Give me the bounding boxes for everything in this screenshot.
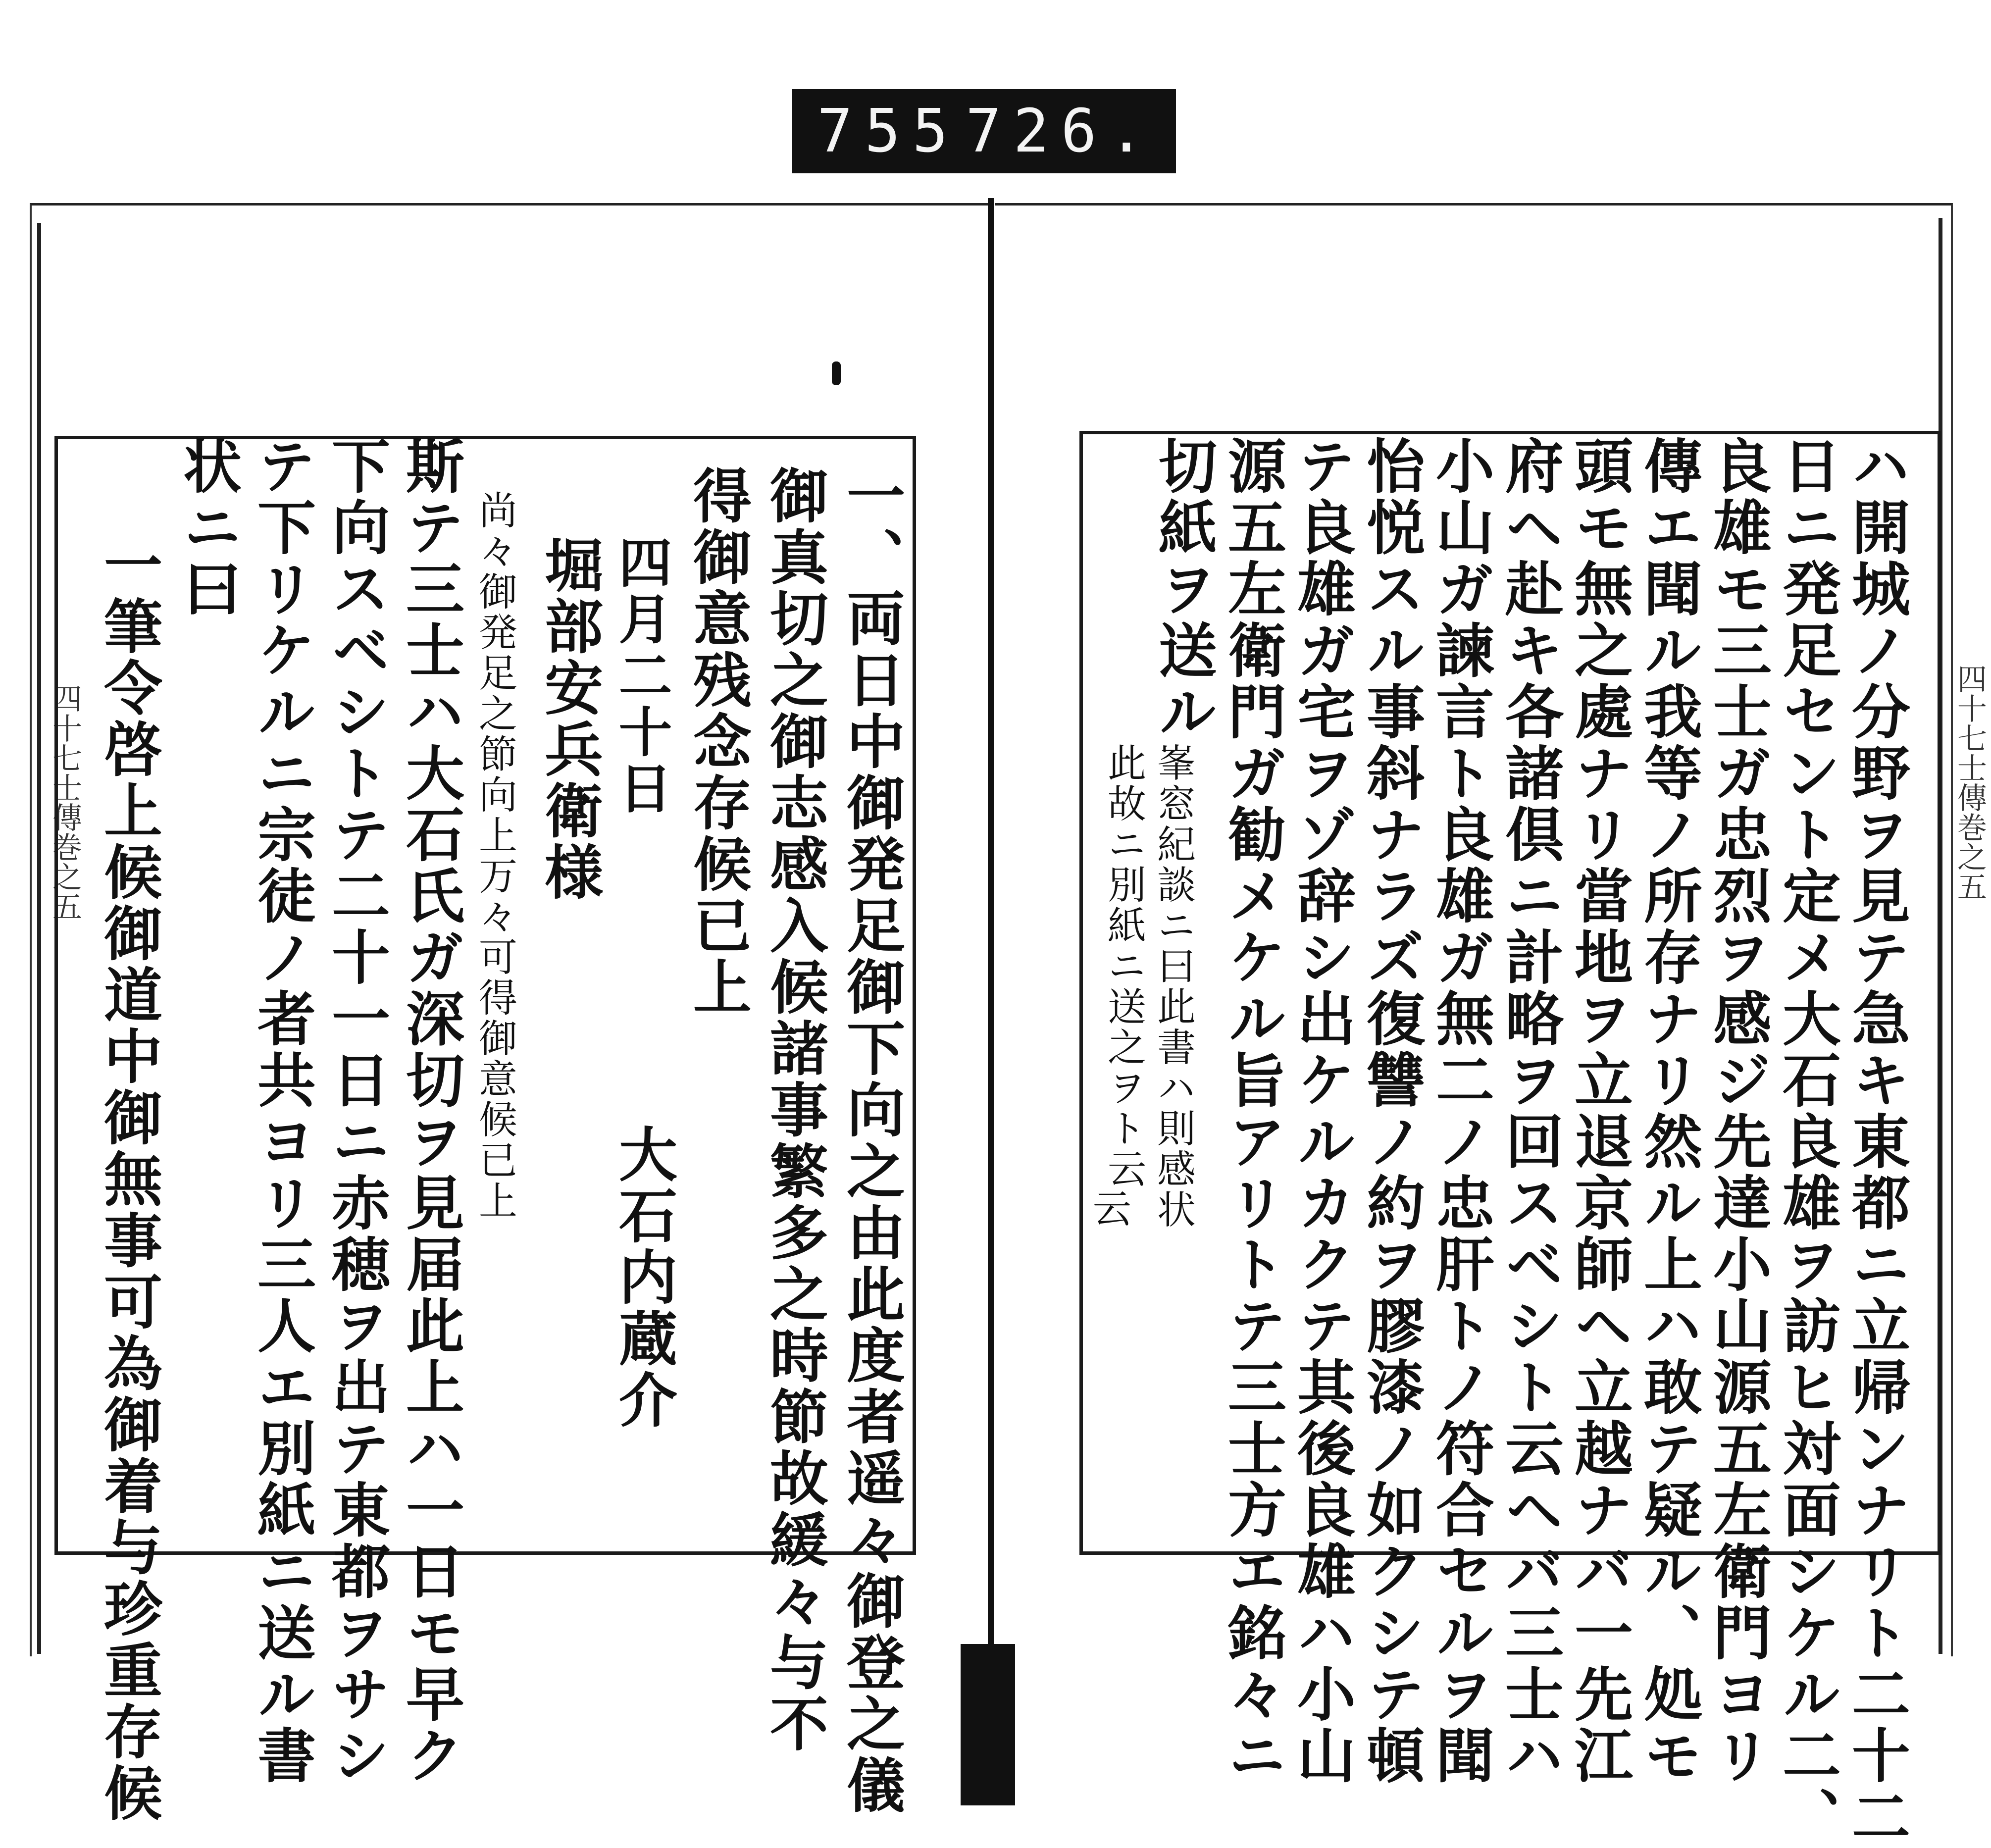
left-edge-line: [37, 223, 41, 1654]
left-signature: 大石内蔵介: [609, 1124, 678, 1431]
right-note-2: 峯窓紀談ニ曰此書ハ則感状: [1151, 743, 1195, 1230]
left-column-9: 下向スベシトテ二十一日ニ赤穂ヲ出テ東都ヲサシ: [322, 436, 391, 1787]
right-column-5: 頭モ無之處ナリ當地ヲ立退京師ヘ立越ナバ一先江: [1565, 436, 1634, 1787]
left-edge-label: 四十七士傳巻之五: [48, 683, 82, 921]
left-column-8: 斯テ三士ハ大石氏ガ深切ヲ見届此上ハ一日モ早ク: [396, 436, 465, 1787]
left-addressee: 堀部安兵衛様: [535, 535, 604, 903]
stamp-left-number: 755: [817, 97, 960, 166]
right-column-7: 小山ガ諫言ト良雄ガ無二ノ忠肝トノ符合セルヲ聞: [1426, 436, 1495, 1787]
archive-number-stamp: [792, 89, 1176, 173]
left-date: 四月二十日: [610, 535, 672, 817]
left-column-3: 得御意残念存候已上: [683, 465, 752, 1018]
right-column-1: ハ開城ノ分野ヲ見テ急キ東都ニ立帰ンナリト二十二: [1842, 436, 1911, 1848]
left-column-10: テ下リケルニ宗徒ノ者共ヨリ三人エ別紙ニ送ル書: [248, 436, 316, 1787]
gutter-shadow: [961, 1644, 1015, 1805]
ink-mark: [832, 361, 841, 385]
right-column-6: 府ヘ赴キ各諸倶ニ計略ヲ回スベシト云ヘバ三士ハ: [1495, 436, 1564, 1787]
right-note-1: 此故ニ別紙ニ送之ヲト云: [1101, 743, 1146, 1189]
left-column-2: 御真切之御志感入候諸事繁多之時節故緩々与不: [760, 465, 829, 1755]
left-column-1: 一、両日中御発足御下向之由此度者遥々御登之儀: [837, 465, 906, 1816]
right-column-8: 怡悦スル事斜ナラズ復讐ノ約ヲ膠漆ノ如クシテ頓: [1357, 436, 1426, 1787]
right-column-11: 切紙ヲ送ル: [1149, 436, 1218, 743]
right-column-9: テ良雄ガ宅ヲゾ辞シ出ケルカクテ其後良雄ハ小山: [1287, 436, 1356, 1787]
right-edge-label: 四十七士傳巻之五: [1952, 664, 1987, 901]
left-postscript: 尚々御発足之節向上万々可得御意候已上: [472, 490, 517, 1221]
right-column-10: 源五左衛門ガ勧メケル旨アリトテ三士方エ銘々ニ: [1218, 436, 1287, 1787]
right-column-2: 日ニ発足セント定メ大石良雄ヲ訪ヒ対面シケル二、: [1773, 436, 1841, 1848]
right-note-3: 云: [1086, 1188, 1131, 1229]
left-column-12: 一筆令啓上候御道中御無事可為御着与珍重存候: [94, 535, 163, 1824]
right-column-4: 傳エ聞ル我等ノ所存ナリ然ル上ハ敢テ疑ル、処モ: [1634, 436, 1703, 1787]
right-column-3: 良雄モ三士ガ忠烈ヲ感ジ先達小山源五左衛門ヨリ: [1703, 436, 1772, 1787]
left-column-11: 状ニ曰: [173, 436, 242, 620]
stamp-right-number: 726.: [966, 97, 1156, 166]
book-gutter: [988, 198, 994, 1802]
